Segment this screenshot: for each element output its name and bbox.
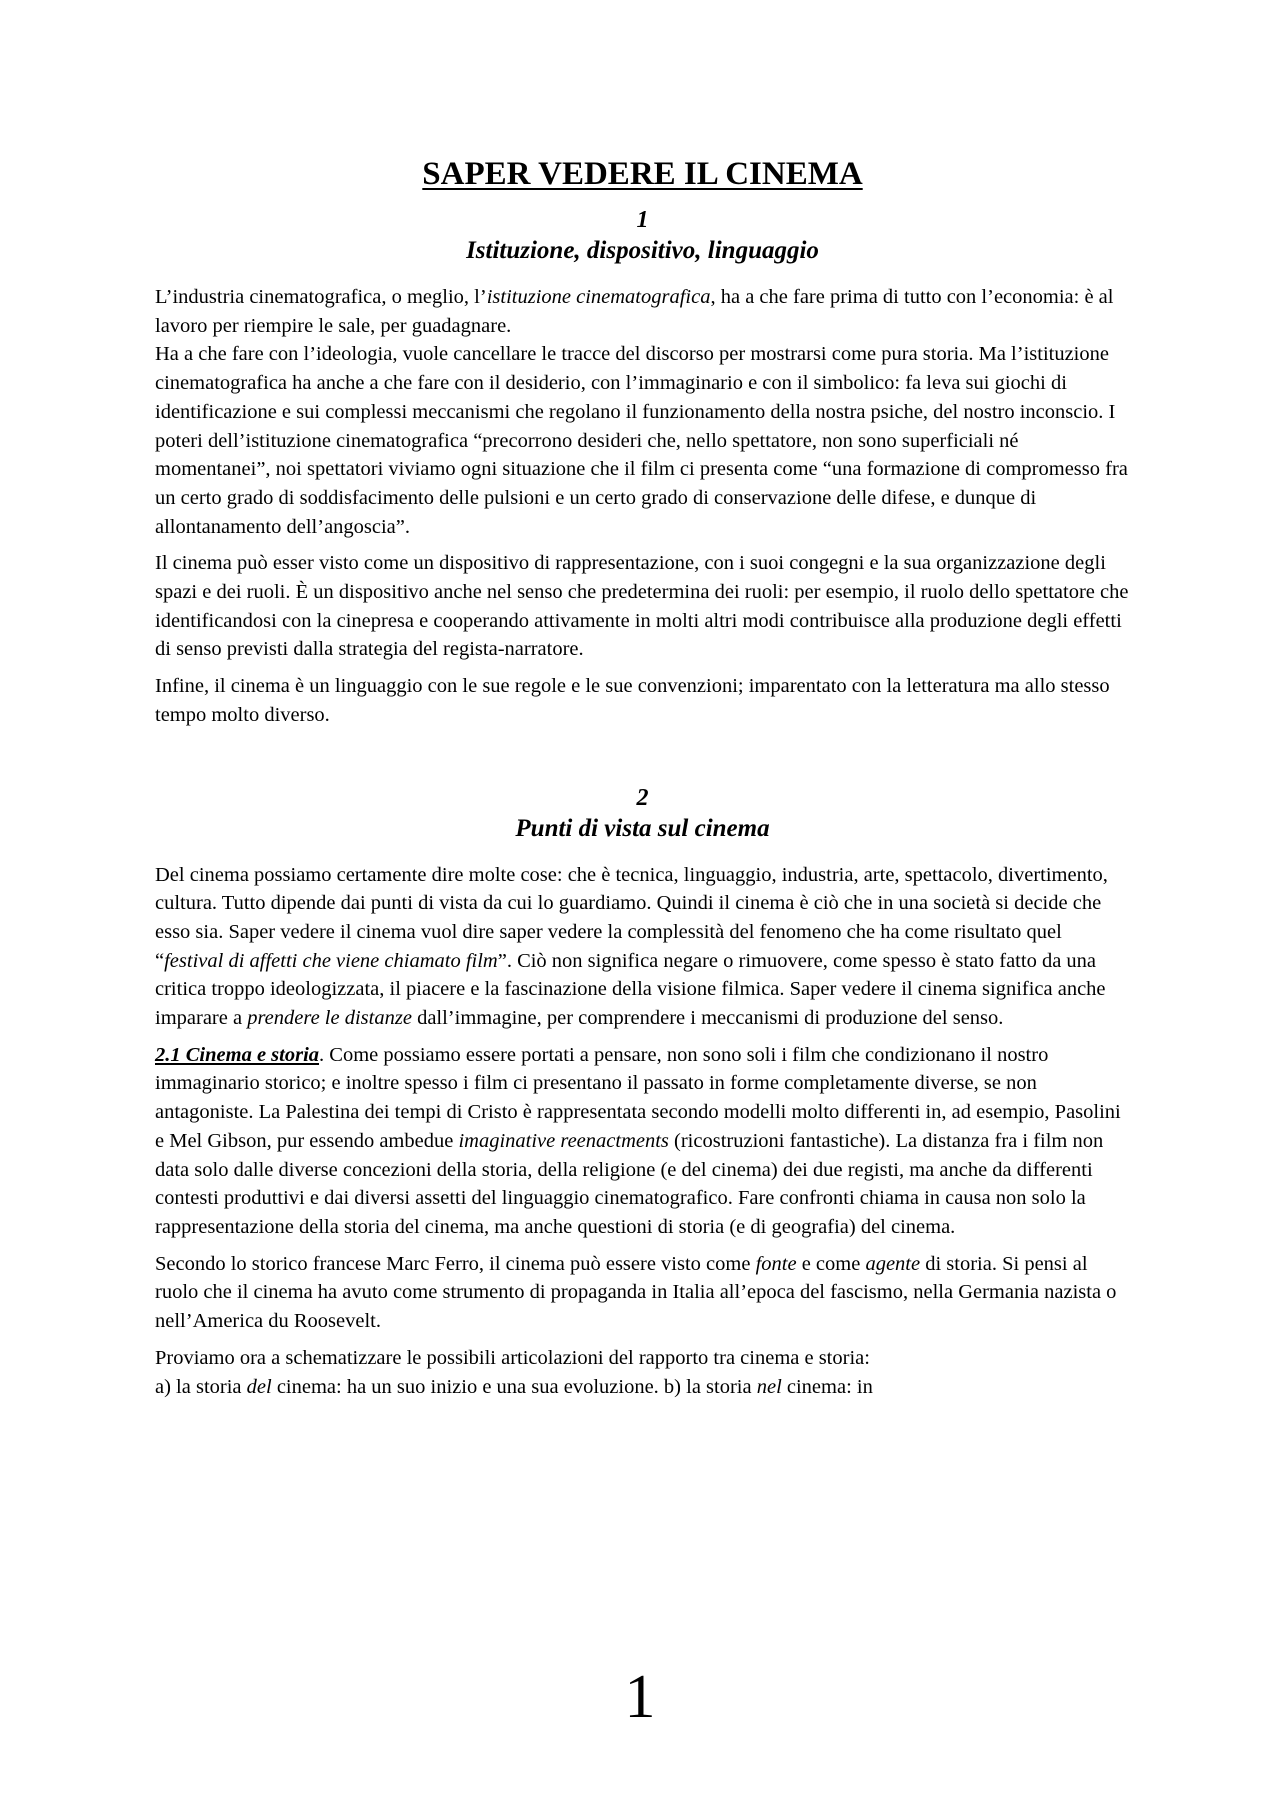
page-number: 1 [624, 1663, 656, 1731]
text-run: Proviamo ora a schematizzare le possibili articolazioni del rapporto tra cinema e storia: [155, 1346, 870, 1369]
italic-term: imaginative reenactments [458, 1129, 669, 1152]
section-1-paragraph-3: Infine, il cinema è un linguaggio con le sue regole e le sue convenzioni; imparentato con la letteratura ma allo stesso tempo molto diverso. [155, 675, 1110, 726]
subsection-heading: 2.1 Cinema e storia [155, 1043, 320, 1066]
text-run: Ha a che fare con l’ideologia, vuole cancellare le tracce del discorso per mostrarsi come pura storia. Ma l’istituzione cinematografica ha anche a che fare con il desiderio, con l’immaginario e con il simbolico: fa leva sui giochi di identificazione e sui complessi meccanismi che regolano il funzionamento della nostra psiche, del nostro inconscio. I poteri dell’istituzione cinematografica “precorrono desideri che, nello spettatore, non sono superficiali né momentanei”, noi spettatori viviamo ogni situazione che il film ci presenta come “una formazione di compromesso fra un certo grado di soddisfacimento delle pulsioni e un certo grado di conservazione delle difese, e dunque di allontanamento dell’angoscia”. [155, 343, 1128, 538]
italic-term: nel [756, 1375, 782, 1398]
text-run: cinema: ha un suo inizio e una sua evoluzione. b) la storia [271, 1375, 757, 1398]
section-2-title: Punti di vista sul cinema [515, 814, 770, 842]
text-run: Secondo lo storico francese Marc Ferro, il cinema può essere visto come [155, 1252, 756, 1275]
section-2-paragraph-2 [155, 1041, 1130, 1242]
text-run: a) la storia [155, 1375, 247, 1398]
italic-term: agente [865, 1252, 921, 1275]
text-run: cinema: in [781, 1375, 873, 1398]
italic-term: istituzione cinematografica [486, 286, 711, 308]
section-1-number: 1 [636, 207, 649, 233]
text-run: . Come possiamo essere portati a pensare, non sono soli i film che condizionano il nostro immaginario storico; e inoltre spesso i film ci presentano il passato in forme completamente diverse, se non antagoniste. La Palestina dei tempi di Cristo è rappresentata secondo modelli molto differenti in, ad esempio, Pasolini e Mel Gibson, pur essendo ambedue [155, 1043, 1121, 1152]
text-run: , ha a che fare prima di tutto con l’economia: è al lavoro per riempire le sale, per guadagnare. [155, 286, 1114, 337]
section-2-paragraph-4 [155, 1344, 1130, 1401]
italic-term: fonte [755, 1252, 797, 1275]
section-2-paragraph-3 [155, 1250, 1130, 1336]
italic-term: del [246, 1375, 272, 1398]
section-1-title: Istituzione, dispositivo, linguaggio [466, 237, 819, 264]
section-1-paragraph-1 [155, 283, 1130, 541]
text-run: L’industria cinematografica, o meglio, l’ [155, 286, 487, 308]
text-run: ”. Ciò non significa negare o rimuovere, come spesso è stato fatto da una critica troppo ideologizzata, il piacere e la fascinazione della visione filmica. Saper vedere il cinema significa anche imparare a [155, 949, 1106, 1030]
section-1-paragraph-2: Il cinema può esser visto come un dispositivo di rappresentazione, con i suoi congegni e la sua organizzazione degli spazi e dei ruoli. È un dispositivo anche nel senso che predetermina dei ruoli: per esempio, il ruolo dello spettatore che identificandosi con la cinepresa e cooperando attivamente in molti altri modi contribuisce alla produzione degli effetti di senso previsti dalla strategia del regista-narratore. [155, 552, 1129, 661]
text-run: (ricostruzioni fantastiche). La distanza fra i film non data solo dalle diverse concezioni della storia, della religione (e del cinema) dei due registi, ma anche da differenti contesti produttivi e dai diversi assetti del linguaggio cinematografico. Fare confronti chiama in causa non solo la rappresentazione della storia del cinema, ma anche questioni di storia (e di geografia) del cinema. [155, 1129, 1104, 1238]
section-2-number: 2 [636, 784, 649, 811]
document-title: SAPER VEDERE IL CINEMA [422, 156, 863, 192]
text-run: dall’immagine, per comprendere i meccanismi di produzione del senso. [411, 1007, 1004, 1030]
text-run: Del cinema possiamo certamente dire molte cose: che è tecnica, linguaggio, industria, arte, spettacolo, divertimento, cultura. Tutto dipende dai punti di vista da cui lo guardiamo. Quindi il cinema è ciò che in una società si decide che esso sia. Saper vedere il cinema vuol dire saper vedere la complessità del fenomeno che ha come risultato quel “ [155, 863, 1108, 972]
text-run: di storia. Si pensi al ruolo che il cinema ha avuto come strumento di propaganda in Italia all’epoca del fascismo, nella Germania nazista o nell’America du Roosevelt. [155, 1252, 1117, 1333]
italic-term: prendere le distanze [247, 1007, 412, 1030]
section-2-paragraph-1 [155, 861, 1130, 1033]
italic-quote: festival di affetti che viene chiamato film [164, 949, 498, 972]
page-content [155, 154, 1130, 1401]
text-run: e come [796, 1252, 866, 1275]
